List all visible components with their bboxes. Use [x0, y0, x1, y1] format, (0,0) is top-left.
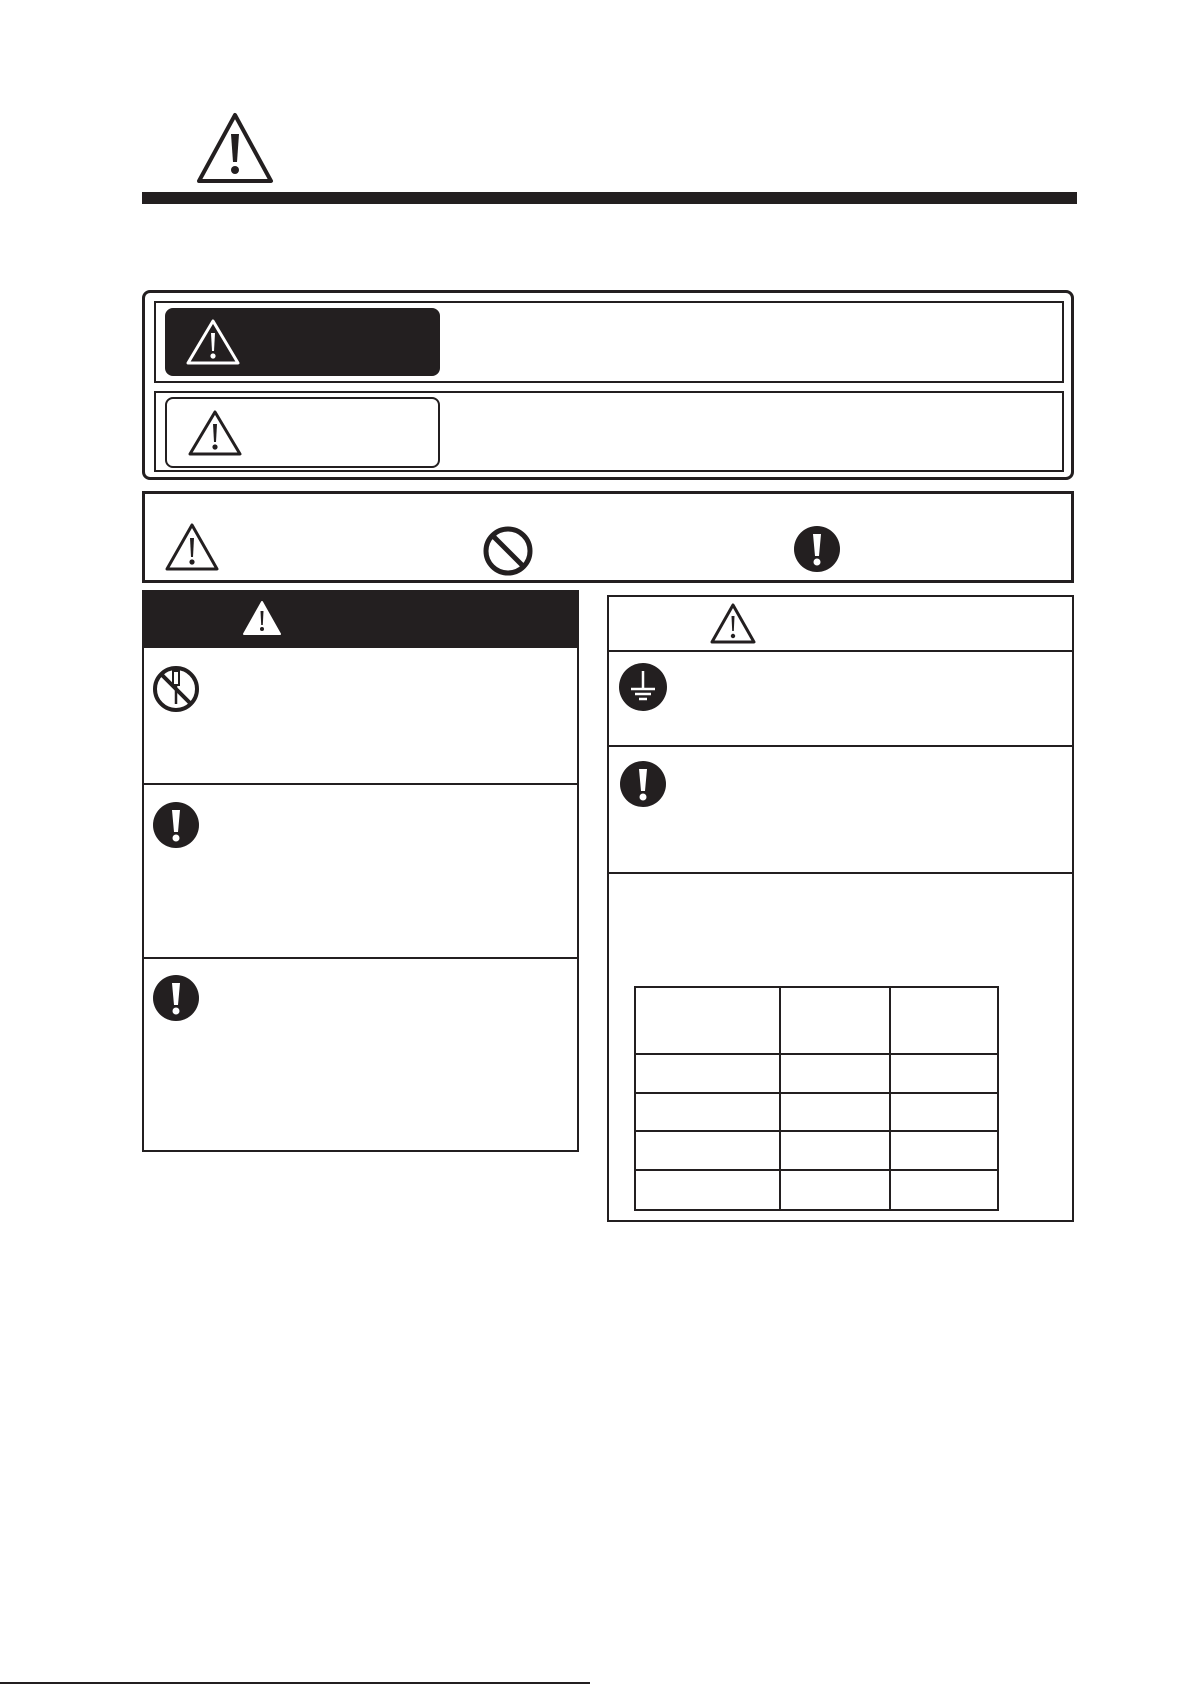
prohibition-icon — [482, 525, 534, 577]
caution-panel-divider — [607, 872, 1074, 874]
warning-panel-divider — [142, 957, 579, 959]
mandatory-action-icon — [152, 974, 200, 1022]
caution-triangle-icon — [710, 603, 756, 645]
header-warning-icon — [196, 112, 274, 184]
table-column-rule — [779, 988, 781, 1209]
ground-icon — [618, 662, 668, 712]
table-row-rule — [636, 1092, 997, 1094]
footer-rule — [0, 1682, 590, 1684]
caution-triangle-icon — [187, 409, 243, 457]
table-row-rule — [636, 1169, 997, 1171]
table-header-rule — [636, 1053, 997, 1055]
no-disassembly-icon — [151, 664, 201, 714]
table-column-rule — [889, 988, 891, 1209]
warning-triangle-icon — [242, 600, 282, 636]
warning-panel — [142, 590, 579, 1152]
caution-panel-divider — [607, 745, 1074, 747]
symbol-legend-box — [142, 491, 1074, 583]
warning-triangle-icon — [164, 522, 220, 572]
mandatory-action-icon — [793, 525, 841, 573]
warning-panel-header — [142, 590, 579, 648]
mandatory-action-icon — [619, 760, 667, 808]
warning-triangle-icon — [185, 318, 241, 366]
header-rule — [142, 192, 1077, 204]
mandatory-action-icon — [152, 801, 200, 849]
table-row-rule — [636, 1130, 997, 1132]
warning-panel-divider — [142, 783, 579, 785]
caution-tag — [165, 397, 440, 468]
warning-tag — [165, 308, 440, 376]
caution-panel-header-rule — [607, 650, 1074, 652]
compass-safe-distance-table — [634, 986, 999, 1211]
